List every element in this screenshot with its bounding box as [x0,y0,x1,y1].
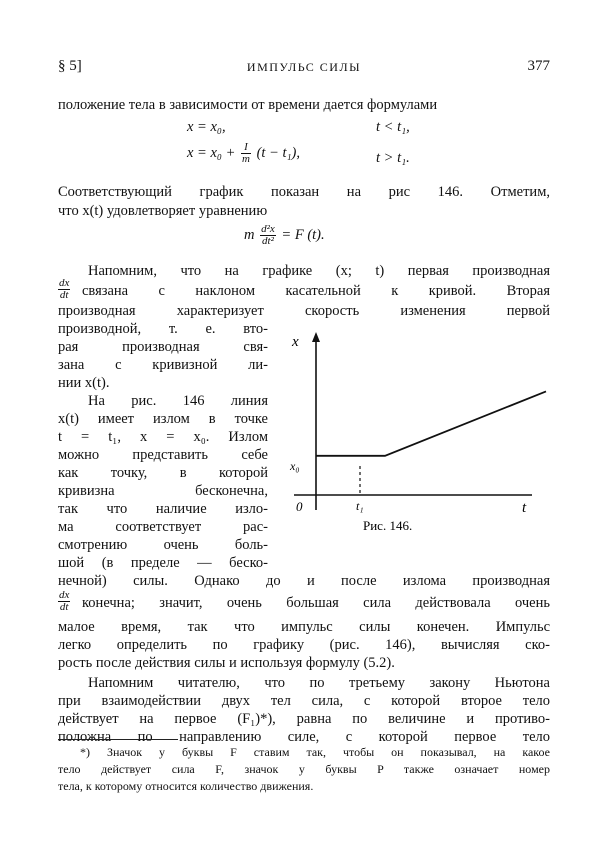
header-title: ИМПУЛЬС СИЛЫ [246,60,362,74]
dxdt-fraction-1 [58,278,70,301]
text-line: малое время, так что импульс силы конечен. Импульс [58,619,550,635]
formula-2 [187,142,300,165]
running-header [58,58,550,78]
figure-caption: Рис. 146. [363,518,413,533]
fraction-numerator: dx [59,589,70,601]
second-derivative-fraction [260,224,276,247]
formula-2-part-a: x = x₀ + [187,144,236,161]
page-number: 377 [527,58,550,74]
fraction-denominator: dt [59,289,69,301]
text-line: так что наличие изло- [58,501,268,517]
section-marker: § 5] [58,58,82,74]
footnote-line: тела, к которому относится количество движения. [58,779,314,793]
x-axis-label: t [522,500,527,516]
text-line: можно представить себе [58,447,268,463]
y-axis-arrow [312,332,320,342]
text-line: t = t₁, x = x₀. Излом [58,429,268,445]
graph-axes [294,332,532,510]
text-line: рая производная свя- [58,339,268,355]
text-line: нечной) силы. Однако до и после излома производная [58,573,550,589]
formula-1-condition: t < t₁, [376,119,410,135]
footnote-line: *) Значок у буквы F ставим так, чтобы он показывал, на какое [80,745,550,759]
text-line: связана с наклоном касательной к кривой. Вторая [82,283,550,299]
dxdt-fraction-2 [58,590,70,613]
curve-x-of-t [316,391,546,455]
formula-2-part-b: (t − t₁), [256,144,300,161]
dxdt-frac [58,590,70,613]
text-line: легко определить по графику (рис. 146), вычисляя ско- [58,637,550,653]
t1-tick-label: t₁ [356,499,364,513]
origin-label: 0 [296,499,303,514]
text-line: действует на первое (F₁)*), равна по величине и противо- [58,711,550,727]
fraction-numerator: dx [59,277,70,289]
text-line: Напомним, что на графике (x; t) первая производная [88,263,550,279]
text-line: как точку, в которой [58,465,268,481]
text-line: смотрению очень боль- [58,537,268,553]
text-line: что x(t) удовлетворяет уравнению [58,203,268,219]
text-line: положение тела в зависимости от времени дается формулами [58,97,438,113]
x0-tick-label: x₀ [290,459,300,473]
fraction-numerator: I [241,142,251,154]
figure-146 [270,328,560,540]
footnote-rule [58,739,178,740]
fraction-denominator: m [241,153,250,165]
text-line: Напомним читателю, что по третьему закону Ньютона [88,675,550,691]
fraction-denominator: dt² [262,235,274,247]
text-line: производная характеризует скорость изменения первой [58,303,550,319]
formula-1-left: x = x₀, [187,119,226,135]
fraction-denominator: dt [59,601,69,613]
impulse-fraction [241,142,251,165]
text-line: шой (в пределе — беско- [58,555,268,571]
text-line: На рис. 146 линия [88,393,268,409]
text-line: зана с кривизной ли- [58,357,268,373]
text-line: производной, т. е. вто- [58,321,268,337]
dxdt-frac [58,278,70,301]
formula-2-condition: t > t₁. [376,150,410,166]
text-line: при взаимодействии двух тел сила, с которой второе тело [58,693,550,709]
text-line: x(t) имеет излом в точке [58,411,268,427]
y-axis-label: x [292,334,299,350]
equation-mass: m [244,226,255,243]
footnote-line: тело действует сила F, значок у буквы P также означает номер [58,762,550,776]
text-line: рость после действия силы и используя формулу (5.2). [58,655,395,671]
text-line: ма соответствует рас- [58,519,268,535]
equation-rhs: = F (t). [281,226,325,243]
text-line: нии x(t). [58,375,110,391]
text-line: Соответствующий график показан на рис 146. Отметим, [58,184,550,200]
equation-newton [244,224,325,247]
fraction-numerator: d²x [261,223,275,235]
text-line: конечна; значит, очень большая сила действовала очень [82,595,550,611]
text-line: кривизна бесконечна, [58,483,268,499]
text-line: положна по направлению силе, с которой первое тело [58,729,550,745]
